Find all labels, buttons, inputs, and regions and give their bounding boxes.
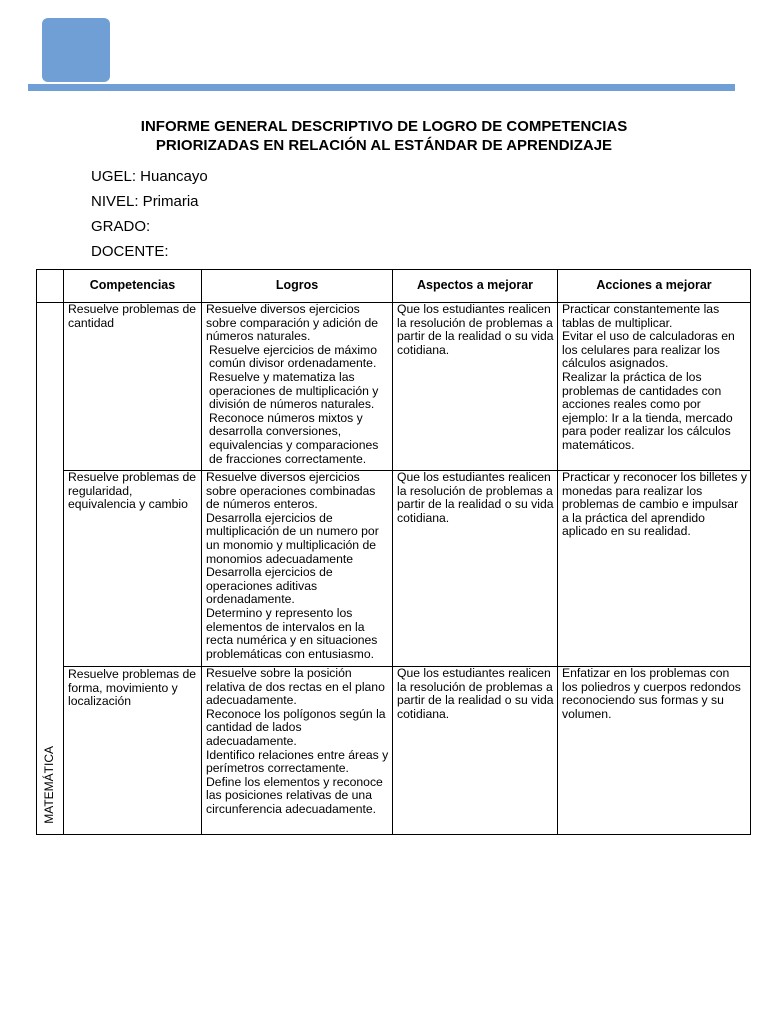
title-line-2: PRIORIZADAS EN RELACIÓN AL ESTÁNDAR DE APRENDIZAJE	[155, 137, 613, 154]
logro-item: Reconoce números mixtos y desarrolla conversiones, equivalencias y comparaciones de fracciones correctamente.	[209, 410, 379, 466]
logro-item: Resuelve y matematiza las operaciones de multiplicación y división de números naturales.	[209, 369, 379, 412]
header-divider	[28, 84, 735, 91]
report-title	[0, 117, 768, 155]
grado-field: GRADO:	[91, 218, 151, 235]
competencia-cell: Resuelve problemas de regularidad, equivalencia y cambio	[64, 471, 202, 667]
area-label: MATEMÁTICA	[42, 746, 56, 824]
logro-item: Desarrolla ejercicios de operaciones aditivas ordenadamente.	[206, 565, 333, 607]
accion-item: Realizar la práctica de los problemas de cantidades con acciones reales como por ejemplo: Ir a la tienda, mercado para poder realizar los cálculos matemáticos.	[562, 369, 733, 452]
nivel-field: NIVEL: Primaria	[91, 193, 199, 210]
header-logros: Logros	[202, 270, 393, 303]
header-aspectos: Aspectos a mejorar	[393, 270, 558, 303]
area-cell	[37, 303, 64, 835]
header-area	[37, 270, 64, 303]
accion-item: Enfatizar en los problemas con los poliedros y cuerpos redondos reconociendo sus formas y su volumen.	[562, 666, 741, 721]
logro-item: Resuelve ejercicios de máximo común divisor ordenadamente.	[209, 342, 377, 371]
logro-item: Define los elementos y reconoce las posiciones relativas de una circunferencia adecuadamente.	[206, 774, 383, 816]
accion-item: Practicar constantemente las tablas de multiplicar.	[562, 302, 720, 330]
logro-item: Identifico relaciones entre áreas y perímetros correctamente.	[206, 747, 389, 776]
aspectos-cell: Que los estudiantes realicen la resolución de problemas a partir de la realidad o su vida cotidiana.	[393, 667, 558, 835]
logros-cell	[202, 667, 393, 835]
logo-box	[42, 18, 110, 82]
logro-item: Desarrolla ejercicios de multiplicación de un numero por un monomio y multiplicación de monomios adecuadamente	[206, 510, 379, 566]
logros-cell	[202, 303, 393, 471]
logro-item: Resuelve sobre la posición relativa de dos rectas en el plano adecuadamente.	[206, 666, 385, 708]
table-row	[37, 471, 751, 667]
table-row	[37, 667, 751, 835]
logro-item: Reconoce los polígonos según la cantidad de lados adecuadamente.	[206, 706, 386, 748]
accion-item: Evitar el uso de calculadoras en los celulares para realizar los cálculos asignados.	[562, 329, 735, 371]
logro-item: Resuelve diversos ejercicios sobre comparación y adición de números naturales.	[206, 302, 379, 344]
ugel-field: UGEL: Huancayo	[91, 168, 208, 185]
header-competencias: Competencias	[64, 270, 202, 303]
competencia-cell: Resuelve problemas de cantidad	[64, 303, 202, 471]
logro-item: Determino y represento los elementos de intervalos en la recta numérica y en situaciones problemáticas con entusiasmo.	[206, 605, 378, 661]
docente-field: DOCENTE:	[91, 243, 169, 260]
competencies-table	[36, 269, 751, 835]
acciones-cell	[558, 667, 751, 835]
title-line-1: INFORME GENERAL DESCRIPTIVO DE LOGRO DE COMPETENCIAS	[140, 118, 628, 135]
table-header-row	[37, 270, 751, 303]
report-info	[91, 168, 208, 268]
logro-item: Resuelve diversos ejercicios sobre operaciones combinadas de números enteros.	[206, 470, 376, 512]
aspectos-cell: Que los estudiantes realicen la resolución de problemas a partir de la realidad o su vida cotidiana.	[393, 303, 558, 471]
accion-item: Practicar y reconocer los billetes y monedas para realizar los problemas de cambio e impulsar a la práctica del aprendido aplicado en su realidad.	[562, 470, 747, 539]
logros-cell	[202, 471, 393, 667]
competencia-cell: Resuelve problemas de forma, movimiento y localización	[64, 667, 202, 835]
header-acciones: Acciones a mejorar	[558, 270, 751, 303]
acciones-cell	[558, 303, 751, 471]
acciones-cell	[558, 471, 751, 667]
table-row	[37, 303, 751, 471]
aspectos-cell: Que los estudiantes realicen la resolución de problemas a partir de la realidad o su vida cotidiana.	[393, 471, 558, 667]
